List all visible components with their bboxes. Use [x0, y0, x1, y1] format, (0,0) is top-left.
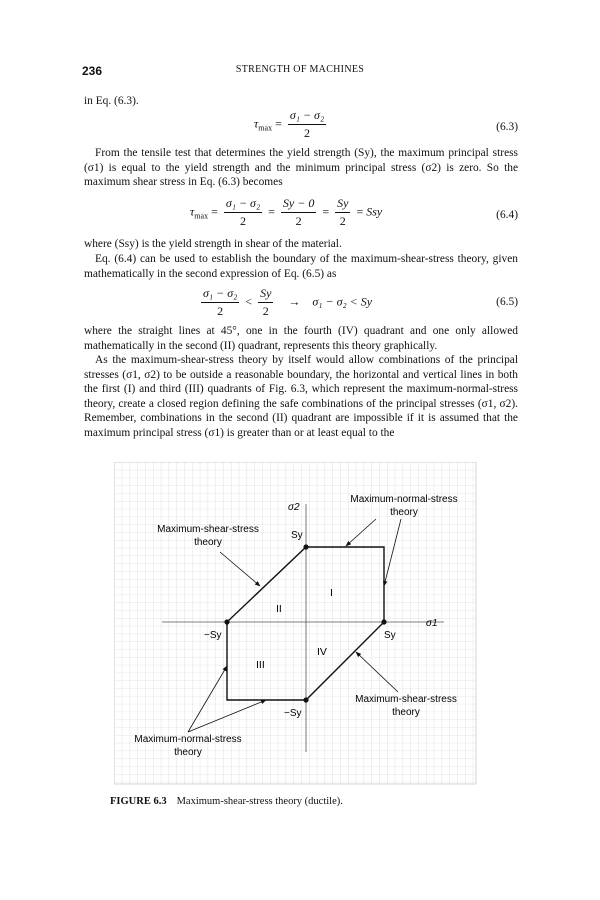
quadrant-IV: IV — [317, 646, 327, 658]
point-sy-top — [303, 544, 308, 549]
paragraph-2a: where (Ssy) is the yield strength in shear of the material. — [84, 238, 342, 250]
intro-text: in Eq. (6.3). — [84, 95, 139, 107]
label-theory-bottom: theory — [174, 747, 202, 758]
sy-bottom-label: −Sy — [284, 708, 302, 719]
paragraph-3: where the straight lines at 45°, one in the fourth (IV) quadrant and one only allowed mathematically in the second (II) quadrant, represents this theory graphically. — [84, 325, 518, 352]
page-number: 236 — [82, 64, 103, 78]
label-theory-right: theory — [392, 707, 420, 718]
figure-caption-text: Maximum-shear-stress theory (ductile). — [176, 796, 343, 807]
label-max-normal-stress-top: Maximum-normal-stress — [350, 494, 458, 505]
equation-label-6-4: (6.4) — [496, 209, 518, 221]
quadrant-II: II — [276, 603, 282, 615]
point-sy-bottom — [303, 697, 308, 702]
sigma2-label: σ2 — [288, 502, 300, 513]
figure-caption-label: FIGURE 6.3 — [110, 796, 167, 807]
equation-6-5: $\frac{\text{σ₁ − σ₂}}{2}$ < $\frac{Sy}{2}$ → σ₁ − σ₂ < Sy — [203, 286, 373, 318]
label-max-normal-stress-bottom: Maximum-normal-stress — [134, 734, 242, 745]
point-sy-right — [381, 619, 386, 624]
equation-6-3: $\tau_{max}$ = $\frac{\text{σ₁ − σ₂}}{2}$ — [254, 108, 325, 140]
label-theory-left: theory — [194, 537, 222, 548]
label-theory-top: theory — [390, 507, 418, 518]
paragraph-2b: Eq. (6.4) can be used to establish the boundary of the maximum-shear-stress theory, given mathematically in the second expression of Eq. (6.5) as — [84, 253, 518, 280]
quadrant-III: III — [256, 659, 265, 671]
point-sy-left — [224, 619, 229, 624]
equation-label-6-5: (6.5) — [496, 296, 518, 308]
sy-top-label: Sy — [291, 530, 303, 541]
figure-caption — [110, 796, 343, 807]
sigma1-label: σ1 — [426, 618, 438, 629]
label-max-shear-stress-right: Maximum-shear-stress — [355, 694, 457, 705]
equation-label-6-3: (6.3) — [496, 121, 518, 133]
running-head: STRENGTH OF MACHINES — [235, 64, 365, 75]
figure-6-3 — [114, 462, 478, 786]
sy-right-label: Sy — [384, 630, 396, 641]
quadrant-I: I — [330, 587, 333, 599]
sy-left-label: −Sy — [204, 630, 222, 641]
label-max-shear-stress-left: Maximum-shear-stress — [157, 524, 259, 535]
paragraph-4: As the maximum-shear-stress theory by itself would allow combinations of the principal stresses (σ1, σ2) to be outside a reasonable boundary, the horizontal and vertical lines in both the first (I) and third (III) quadrants of Fig. 6.3, which represent the maximum-normal-stress theory, create a closed region defining the safe combinations of the principal stresses (σ1, σ2). Remember, combinations in the second (II) quadrant are impossible if it is assumed that the maximum principal stress (σ1) is greater than or at least equal to the — [84, 354, 518, 439]
paragraph-1: From the tensile test that determines the yield strength (Sy), the maximum principal stress (σ1) is equal to the yield strength and the minimum principal stress (σ2) is zero. So the maximum shear stress in Eq. (6.3) becomes — [84, 147, 518, 189]
equation-6-4: $\tau_{max}$ = $\frac{\text{σ₁ − σ₂}}{2}$ = $\frac{Sy - 0}{2}$ = $\frac{Sy}{2}$ = Ssy — [190, 196, 383, 228]
